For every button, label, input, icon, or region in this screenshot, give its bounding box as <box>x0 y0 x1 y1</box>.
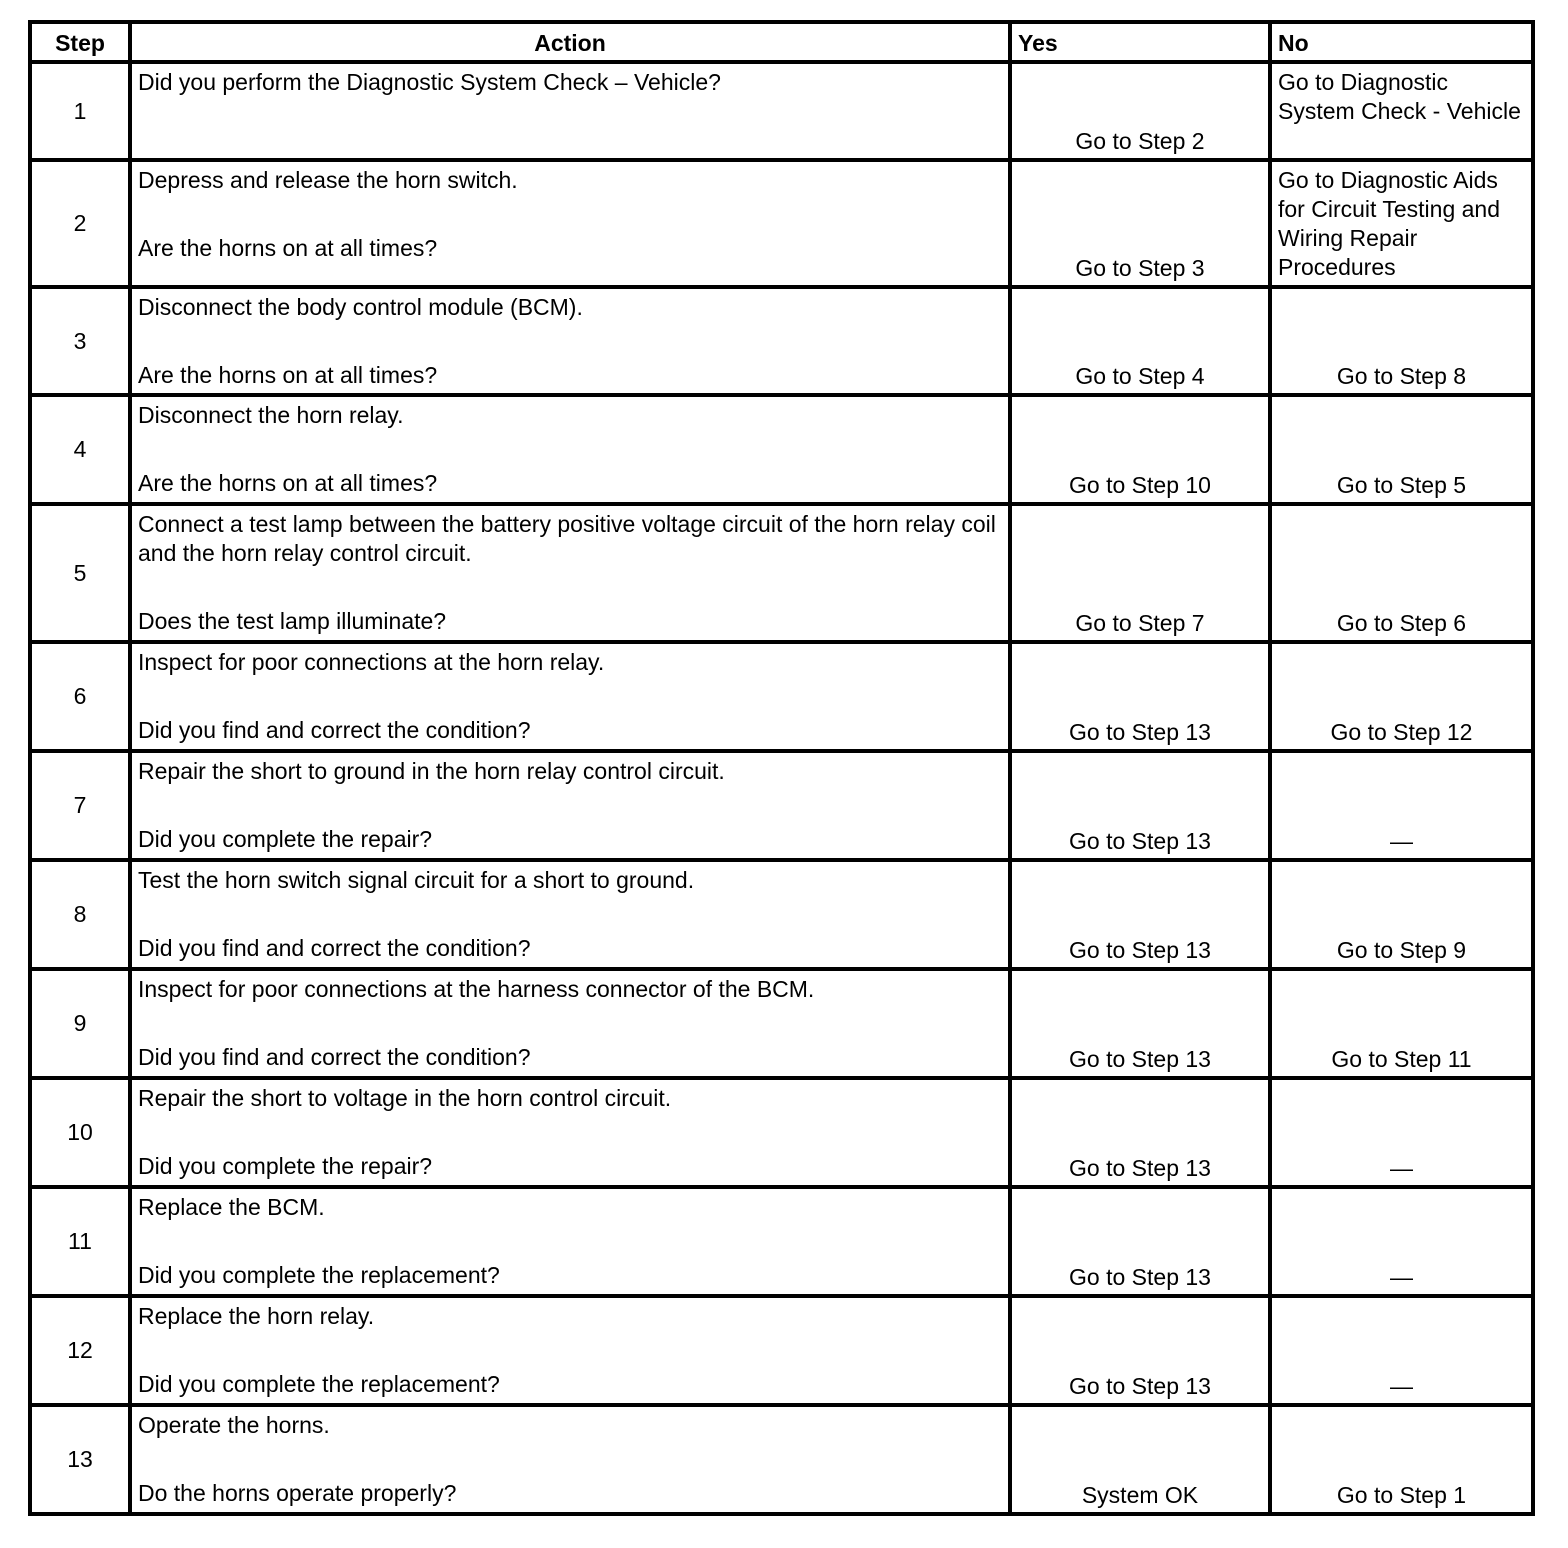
action-text: Repair the short to ground in the horn relay control circuit. <box>138 758 725 784</box>
no-result: Go to Step 1 <box>1270 1405 1533 1514</box>
no-result: Go to Diagnostic Aids for Circuit Testing and Wiring Repair Procedures <box>1270 160 1533 287</box>
action-question: Did you find and correct the condition? <box>138 1044 531 1070</box>
action-cell <box>130 287 1010 395</box>
step-number: 8 <box>30 860 130 969</box>
yes-result: Go to Step 13 <box>1010 642 1270 751</box>
no-result: Go to Step 11 <box>1270 969 1533 1078</box>
action-text: Replace the BCM. <box>138 1194 325 1220</box>
step-number: 9 <box>30 969 130 1078</box>
action-question: Did you find and correct the condition? <box>138 717 531 743</box>
action-question: Did you complete the repair? <box>138 1153 433 1179</box>
action-text: Did you perform the Diagnostic System Check – Vehicle? <box>138 69 721 95</box>
no-result: — <box>1270 1296 1533 1405</box>
diagnostic-table <box>28 20 1535 1516</box>
action-cell <box>130 860 1010 969</box>
step-number: 4 <box>30 395 130 504</box>
action-question: Are the horns on at all times? <box>138 470 438 496</box>
step-number: 11 <box>30 1187 130 1296</box>
no-result: — <box>1270 1187 1533 1296</box>
table-row <box>30 969 1533 1078</box>
action-question: Did you complete the replacement? <box>138 1371 500 1397</box>
table-row <box>30 287 1533 395</box>
action-question: Are the horns on at all times? <box>138 235 438 261</box>
step-number: 7 <box>30 751 130 860</box>
table-row <box>30 642 1533 751</box>
no-result: Go to Step 6 <box>1270 504 1533 642</box>
header-row <box>30 22 1533 62</box>
step-number: 10 <box>30 1078 130 1187</box>
step-number: 1 <box>30 62 130 160</box>
action-question: Do the horns operate properly? <box>138 1480 457 1506</box>
action-question: Did you complete the replacement? <box>138 1262 500 1288</box>
step-number: 2 <box>30 160 130 287</box>
table-row <box>30 1405 1533 1514</box>
no-result: — <box>1270 751 1533 860</box>
no-result: Go to Step 9 <box>1270 860 1533 969</box>
yes-result: Go to Step 13 <box>1010 1078 1270 1187</box>
action-text: Test the horn switch signal circuit for a short to ground. <box>138 867 695 893</box>
action-cell <box>130 160 1010 287</box>
yes-result: System OK <box>1010 1405 1270 1514</box>
action-cell <box>130 751 1010 860</box>
action-cell <box>130 642 1010 751</box>
action-cell <box>130 1405 1010 1514</box>
action-question: Did you find and correct the condition? <box>138 935 531 961</box>
action-cell <box>130 1296 1010 1405</box>
action-question: Does the test lamp illuminate? <box>138 608 447 634</box>
step-number: 13 <box>30 1405 130 1514</box>
action-text: Operate the horns. <box>138 1412 330 1438</box>
action-text: Disconnect the horn relay. <box>138 402 404 428</box>
step-number: 3 <box>30 287 130 395</box>
step-number: 6 <box>30 642 130 751</box>
action-text: Replace the horn relay. <box>138 1303 375 1329</box>
action-text: Inspect for poor connections at the horn relay. <box>138 649 605 675</box>
action-text: Repair the short to voltage in the horn control circuit. <box>138 1085 672 1111</box>
header-yes: Yes <box>1010 22 1270 62</box>
yes-result: Go to Step 2 <box>1010 62 1270 160</box>
no-result: Go to Step 8 <box>1270 287 1533 395</box>
yes-result: Go to Step 13 <box>1010 969 1270 1078</box>
table-row <box>30 860 1533 969</box>
step-number: 12 <box>30 1296 130 1405</box>
action-text: Disconnect the body control module (BCM). <box>138 294 583 320</box>
table-row <box>30 395 1533 504</box>
yes-result: Go to Step 13 <box>1010 1187 1270 1296</box>
action-text: Connect a test lamp between the battery positive voltage circuit of the horn relay coil and the horn relay control circuit. <box>138 511 996 566</box>
action-text: Depress and release the horn switch. <box>138 167 518 193</box>
table-row <box>30 1187 1533 1296</box>
table-row <box>30 1296 1533 1405</box>
no-result: Go to Step 5 <box>1270 395 1533 504</box>
action-cell <box>130 395 1010 504</box>
yes-result: Go to Step 13 <box>1010 1296 1270 1405</box>
table-row <box>30 751 1533 860</box>
table-row <box>30 504 1533 642</box>
yes-result: Go to Step 3 <box>1010 160 1270 287</box>
action-cell <box>130 504 1010 642</box>
action-text: Inspect for poor connections at the harness connector of the BCM. <box>138 976 815 1002</box>
yes-result: Go to Step 10 <box>1010 395 1270 504</box>
action-cell <box>130 1078 1010 1187</box>
header-step: Step <box>30 22 130 62</box>
no-result: — <box>1270 1078 1533 1187</box>
action-cell <box>130 62 1010 160</box>
no-result: Go to Diagnostic System Check - Vehicle <box>1270 62 1533 160</box>
no-result: Go to Step 12 <box>1270 642 1533 751</box>
table-row <box>30 62 1533 160</box>
table-row <box>30 1078 1533 1187</box>
header-no: No <box>1270 22 1533 62</box>
header-action: Action <box>130 22 1010 62</box>
yes-result: Go to Step 13 <box>1010 860 1270 969</box>
step-number: 5 <box>30 504 130 642</box>
yes-result: Go to Step 13 <box>1010 751 1270 860</box>
action-question: Are the horns on at all times? <box>138 362 438 388</box>
yes-result: Go to Step 4 <box>1010 287 1270 395</box>
table-row <box>30 160 1533 287</box>
action-cell <box>130 1187 1010 1296</box>
action-cell <box>130 969 1010 1078</box>
action-question: Did you complete the repair? <box>138 826 433 852</box>
yes-result: Go to Step 7 <box>1010 504 1270 642</box>
